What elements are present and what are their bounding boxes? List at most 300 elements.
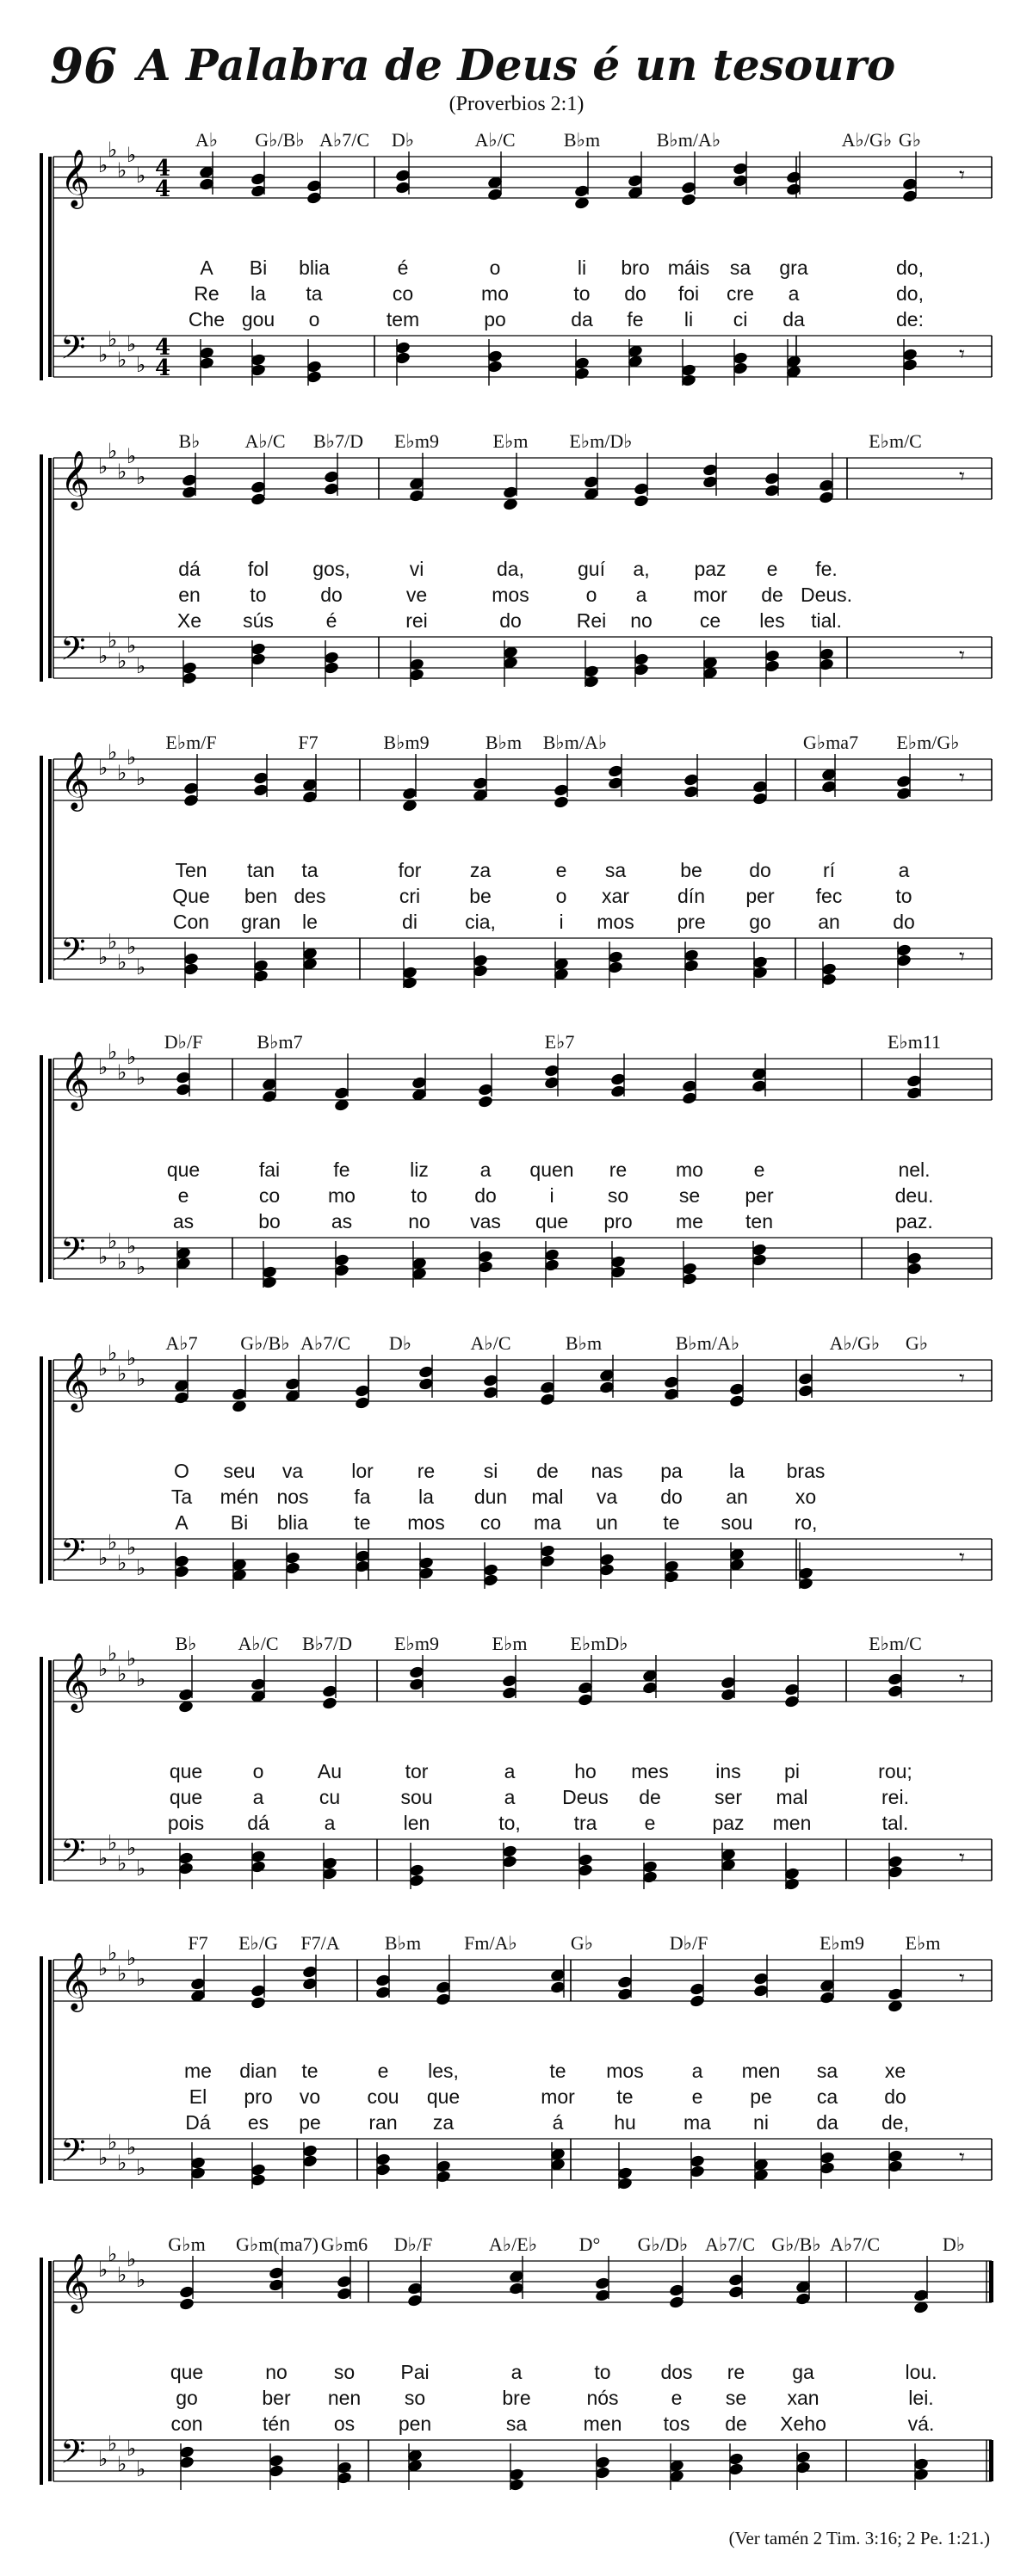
lyric-verse-2-syllable: cri [399,885,421,907]
lyric-verse-3-syllable: A [175,1511,189,1534]
lyric-verse-2-syllable: do [884,2085,906,2108]
flat-icon: ♭ [117,348,127,372]
lyric-verse-1-syllable: de [536,1460,559,1482]
lyric-verse-1-syllable: do [749,859,771,881]
chord-symbol: B♭m [565,1332,603,1354]
lyric-verse-3-syllable: men [583,2412,622,2435]
lyric-verse-2-syllable: cu [319,1786,341,1808]
bass-staff [53,1839,992,1881]
treble-staff [53,157,992,198]
lyric-verse-3-syllable: á [552,2111,564,2134]
flat-icon: ♭ [136,1856,146,1881]
lyric-verse-1-syllable: da, [497,558,524,580]
lyric-verse-2-syllable: pro [244,2085,273,2108]
lyric-verse-1-syllable: te [301,2060,319,2082]
lyric-verse-3-syllable: pre [677,911,706,933]
flat-icon: ♭ [136,353,146,377]
flat-icon: ♭ [117,1662,127,1686]
lyric-verse-3-syllable: za [432,2111,455,2134]
lyric-verse-2-syllable: o [555,885,567,907]
lyric-verse-3-syllable: me [676,1210,703,1232]
lyric-verse-1-syllable: no [265,2361,288,2383]
lyric-verse-1-syllable: men [741,2060,781,2082]
chord-symbol: E♭/G [238,1932,278,1954]
hymn-title: A Palabra de Deus é un tesouro [137,40,896,90]
chord-symbol: B♭m [485,732,523,753]
flat-icon: ♭ [108,930,118,954]
lyric-verse-2-syllable: do, [896,282,924,305]
lyric-verse-3-syllable: os [333,2412,356,2435]
lyric-verse-1-syllable: fol [247,558,269,580]
lyric-verse-2-syllable: ve [405,584,428,606]
chord-symbol: A♭/G♭ [829,1332,881,1354]
chord-symbol: G♭m [168,2233,206,2255]
chord-symbol: E♭m [905,1932,941,1954]
flat-icon: ♭ [127,1646,137,1671]
lyric-verse-1-syllable: me [184,2060,212,2082]
chord-symbol: E♭m/D♭ [569,430,633,452]
lyric-verse-3-syllable: tem [386,308,420,330]
lyric-verse-2-syllable: ben [244,885,278,907]
flat-icon: ♭ [108,740,118,764]
lyric-verse-3-syllable: paz [712,1812,745,1834]
chord-symbol: A♭7 [165,1332,198,1354]
lyric-verse-1-syllable: ins [715,1760,741,1782]
lyric-verse-1-syllable: mes [631,1760,669,1782]
lyric-verse-1-syllable: e [377,2060,389,2082]
lyric-verse-1-syllable: ta [301,859,319,881]
system-brace [41,2258,50,2485]
lyric-verse-3-syllable: co [479,1511,502,1534]
lyric-verse-2-syllable: El [189,2085,207,2108]
lyric-verse-2-syllable: pe [750,2085,772,2108]
chord-symbol: A♭/C [244,430,286,452]
lyric-verse-2-syllable: dín [677,885,705,907]
lyric-verse-1-syllable: si [483,1460,498,1482]
chord-symbol: E♭m/C [869,430,922,452]
lyric-verse-3-syllable: bo [258,1210,281,1232]
lyric-verse-3-syllable: pen [398,2412,432,2435]
lyric-verse-3-syllable: mos [407,1511,445,1534]
lyric-verse-1-syllable: sa [816,2060,838,2082]
flat-icon: ♭ [108,327,118,351]
lyric-verse-3-syllable: po [484,308,506,330]
treble-clef-icon: 𝄞 [60,751,90,809]
lyric-verse-3-syllable: no [408,1210,430,1232]
lyric-verse-2-syllable: mal [531,1486,564,1508]
flat-icon: ♭ [108,1831,118,1855]
eighth-rest-icon: 𝄾 [959,163,965,188]
chord-symbol: B♭m7 [257,1031,303,1053]
staff-system-graphic [0,1332,1033,1591]
chord-symbol: G♭/D♭ [637,2233,689,2255]
lyric-verse-3-syllable: as [331,1210,353,1232]
lyric-verse-3-syllable: go [749,911,771,933]
eighth-rest-icon: 𝄾 [959,1845,965,1871]
flat-icon: ♭ [98,1356,108,1381]
lyric-verse-2-syllable: vo [299,2085,321,2108]
chord-symbol: F7 [298,732,319,753]
lyric-verse-2-syllable: dun [473,1486,508,1508]
chord-symbol: E♭m11 [887,1031,942,1053]
footnote-reference: (Ver tamén 2 Tim. 3:16; 2 Pe. 1:21.) [728,2528,990,2548]
lyric-verse-1-syllable: máis [667,256,710,279]
flat-icon: ♭ [108,2130,118,2154]
lyric-verse-3-syllable: paz. [895,1210,933,1232]
final-bar-line [989,2261,993,2302]
lyric-verse-3-syllable: no [630,609,653,632]
flat-icon: ♭ [108,1040,118,1064]
lyric-verse-3-syllable: ci [733,308,748,330]
lyric-verse-1-syllable: bras [786,1460,826,1482]
flat-icon: ♭ [127,2437,137,2461]
lyric-verse-2-syllable: te [616,2085,634,2108]
lyric-verse-2-syllable: to [250,584,267,606]
lyric-verse-1-syllable: Bi [249,256,268,279]
lyric-verse-3-syllable: as [172,1210,195,1232]
lyric-verse-2-syllable: Deus [562,1786,609,1808]
eighth-rest-icon: 𝄾 [959,342,965,368]
lyric-verse-3-syllable: ran [368,2111,398,2134]
chord-symbol: E♭m9 [394,1633,439,1654]
chord-symbol: E♭m9 [394,430,439,452]
lyric-verse-3-syllable: di [402,911,418,933]
lyric-verse-2-syllable: nen [327,2387,362,2409]
flat-icon: ♭ [127,745,137,769]
chord-symbol: G♭ [570,1932,594,1954]
music-system [0,1932,1033,2190]
music-system [0,1633,1033,1891]
eighth-rest-icon: 𝄾 [959,765,965,791]
chord-symbol: A♭7/C [319,129,370,151]
lyric-verse-1-syllable: gra [779,256,808,279]
lyric-verse-3-syllable: tial. [811,609,842,632]
lyric-verse-1-syllable: ga [792,2361,814,2383]
lyric-verse-3-syllable: gran [240,911,281,933]
time-signature-top: 4 [155,156,171,182]
chord-symbol: A♭/C [474,129,516,151]
lyric-verse-2-syllable: mo [328,1184,356,1207]
lyric-verse-3-syllable: fe [627,308,644,330]
flat-icon: ♭ [127,1535,137,1560]
lyric-verse-2-syllable: Ta [170,1486,193,1508]
lyric-verse-3-syllable: ma [534,1511,561,1534]
staff-system-graphic [0,129,1033,387]
lyric-verse-2-syllable: cre [727,282,754,305]
flat-icon: ♭ [117,649,127,673]
system-brace [41,1055,50,1282]
lyric-verse-1-syllable: sa [604,859,627,881]
flat-icon: ♭ [117,950,127,974]
lyric-verse-2-syllable: se [678,1184,701,1207]
lyric-verse-3-syllable: tra [573,1812,597,1834]
lyric-verse-2-syllable: mor [541,2085,575,2108]
lyric-verse-2-syllable: mal [776,1786,808,1808]
flat-icon: ♭ [98,1055,108,1079]
flat-icon: ♭ [127,935,137,959]
flat-icon: ♭ [127,332,137,356]
lyric-verse-3-syllable: ten [745,1210,773,1232]
lyric-verse-1-syllable: lou. [905,2361,937,2383]
eighth-rest-icon: 𝄾 [959,643,965,669]
lyric-verse-3-syllable: i [559,911,564,933]
note-head [178,2297,195,2311]
lyric-verse-1-syllable: gos, [312,558,350,580]
lyric-verse-2-syllable: des [294,885,326,907]
flat-icon: ♭ [136,1556,146,1580]
lyric-verse-1-syllable: e [766,558,778,580]
lyric-verse-2-syllable: xar [602,885,629,907]
eighth-rest-icon: 𝄾 [959,1666,965,1692]
chord-symbol: B♭m/A♭ [542,732,608,753]
flat-icon: ♭ [117,1250,127,1274]
lyric-verse-3-syllable: Dá [185,2111,211,2134]
lyric-verse-2-syllable: mo [481,282,509,305]
flat-icon: ♭ [108,2242,118,2266]
lyric-verse-3-syllable: da [782,308,805,330]
lyric-verse-3-syllable: rei [405,609,428,632]
lyric-verse-1-syllable: pi [784,1760,800,1782]
lyric-verse-1-syllable: dos [660,2361,693,2383]
scripture-reference: (Proverbios 2:1) [448,93,585,115]
lyric-verse-1-syllable: liz [410,1158,429,1181]
flat-icon: ♭ [136,1967,146,1991]
chord-symbol: G♭/B♭ [255,129,305,151]
lyric-verse-1-syllable: bro [621,256,650,279]
flat-icon: ♭ [127,1234,137,1258]
flat-icon: ♭ [136,2268,146,2292]
lyric-verse-1-syllable: les, [428,2060,459,2082]
lyric-verse-1-syllable: a [504,1760,516,1782]
treble-clef-icon: 𝄞 [60,449,90,508]
lyric-verse-3-syllable: Che [188,308,226,330]
bass-clef-icon: 𝄢 [60,2432,86,2479]
lyric-verse-3-syllable: te [663,1511,680,1534]
lyric-verse-3-syllable: Xe [176,609,202,632]
lyric-verse-2-syllable: nós [586,2387,619,2409]
note-head [633,494,649,508]
lyric-verse-2-syllable: so [404,2387,426,2409]
lyric-verse-1-syllable: a [898,859,910,881]
chord-symbol: G♭ [905,1332,929,1354]
chord-symbol: E♭m/C [869,1633,922,1654]
flat-icon: ♭ [136,955,146,979]
lyric-verse-2-syllable: la [251,282,266,305]
lyric-verse-3-syllable: blia [277,1511,308,1534]
lyric-verse-3-syllable: e [644,1812,656,1834]
flat-icon: ♭ [98,343,108,367]
bass-clef-icon: 𝄢 [60,930,86,977]
lyric-verse-3-syllable: pois [167,1812,205,1834]
lyric-verse-1-syllable: dian [239,2060,277,2082]
flat-icon: ♭ [127,1346,137,1370]
note-head [680,193,696,207]
music-system [0,732,1033,990]
lyric-verse-3-syllable: tos [663,2412,690,2435]
flat-icon: ♭ [136,1367,146,1391]
lyric-verse-2-syllable: ser [714,1786,742,1808]
lyric-verse-2-syllable: fa [354,1486,371,1508]
lyric-verse-2-syllable: do [474,1184,497,1207]
lyric-verse-3-syllable: Rei [576,609,607,632]
hymn-number: 96 [50,38,117,95]
lyric-verse-3-syllable: un [596,1511,618,1534]
lyric-verse-3-syllable: o [308,308,320,330]
chord-symbol: G♭ [898,129,922,151]
lyric-verse-2-syllable: mor [693,584,727,606]
lyric-verse-1-syllable: a [510,2361,523,2383]
note-head [321,1696,337,1710]
chord-symbol: A♭/C [238,1633,279,1654]
lyric-verse-2-syllable: Que [172,885,210,907]
staff-system-graphic [0,1932,1033,2190]
lyric-verse-1-syllable: so [333,2361,356,2383]
bass-clef-icon: 𝄢 [60,1832,86,1878]
lyric-verse-1-syllable: do, [896,256,924,279]
lyric-verse-3-syllable: da [816,2111,838,2134]
lyric-verse-3-syllable: a [324,1812,336,1834]
bass-staff [53,1539,992,1580]
lyric-verse-1-syllable: fe. [815,558,838,580]
flat-icon: ♭ [127,2135,137,2159]
flat-icon: ♭ [136,164,146,188]
lyric-verse-1-syllable: guí [578,558,605,580]
flat-icon: ♭ [136,2156,146,2180]
system-brace [41,1356,50,1584]
chord-symbol: D♭/F [669,1932,708,1954]
flat-icon: ♭ [108,1341,118,1365]
flat-icon: ♭ [98,1956,108,1980]
chord-symbol: G♭m(ma7) [236,2233,319,2255]
chord-symbol: A♭7/C [829,2233,881,2255]
system-brace [41,454,50,682]
lyric-verse-2-syllable: ca [816,2085,838,2108]
flat-icon: ♭ [108,2431,118,2456]
lyric-verse-2-syllable: que [169,1786,203,1808]
lyric-verse-1-syllable: o [489,256,501,279]
lyric-verse-3-syllable: cia, [465,911,496,933]
lyric-verse-1-syllable: Ten [175,859,207,881]
lyric-verse-3-syllable: les [759,609,785,632]
flat-icon: ♭ [98,2258,108,2282]
chord-symbol: E♭7 [544,1031,575,1053]
lyric-verse-1-syllable: rou; [878,1760,912,1782]
flat-icon: ♭ [136,465,146,489]
lyric-verse-1-syllable: za [469,859,492,881]
lyric-verse-3-syllable: hu [614,2111,636,2134]
music-system [0,2233,1033,2492]
bass-clef-icon: 𝄢 [60,1230,86,1276]
flat-icon: ♭ [108,1941,118,1965]
flat-icon: ♭ [98,454,108,479]
lyric-verse-2-syllable: que [426,2085,461,2108]
lyric-verse-2-syllable: fec [815,885,843,907]
system-brace [41,756,50,983]
lyric-verse-1-syllable: re [727,2361,745,2383]
staff-system-graphic [0,1031,1033,1289]
flat-icon: ♭ [117,1961,127,1986]
lyric-verse-1-syllable: é [397,256,409,279]
lyric-verse-3-syllable: que [535,1210,569,1232]
lyric-verse-1-syllable: blia [299,256,330,279]
chord-symbol: E♭m9 [820,1932,864,1954]
lyric-verse-1-syllable: Pai [400,2361,430,2383]
lyric-verse-2-syllable: per [745,885,775,907]
chord-symbol: A♭ [195,129,219,151]
flat-icon: ♭ [117,1851,127,1875]
flat-icon: ♭ [108,439,118,463]
chord-symbol: E♭m [492,1633,528,1654]
lyric-verse-1-syllable: ho [574,1760,597,1782]
lyric-verse-1-syllable: tor [405,1760,429,1782]
chord-symbol: G♭/B♭ [240,1332,290,1354]
lyric-verse-2-syllable: a [635,584,647,606]
lyric-verse-3-syllable: Con [172,911,210,933]
treble-clef-icon: 𝄞 [60,1652,90,1710]
treble-staff [53,1660,992,1702]
lyric-verse-3-syllable: len [403,1812,430,1834]
chord-symbol: A♭/E♭ [488,2233,538,2255]
lyric-verse-1-syllable: for [398,859,422,881]
lyric-verse-2-syllable: i [549,1184,554,1207]
lyric-verse-2-syllable: o [585,584,597,606]
flat-icon: ♭ [108,1229,118,1253]
lyric-verse-2-syllable: nos [276,1486,309,1508]
lyric-verse-1-syllable: que [170,2361,204,2383]
lyric-verse-2-syllable: a [788,282,800,305]
note-head [477,1095,493,1109]
lyric-verse-1-syllable: xe [884,2060,906,2082]
eighth-rest-icon: 𝄾 [959,464,965,490]
lyric-verse-2-syllable: to [411,1184,428,1207]
lyric-verse-2-syllable: sou [400,1786,433,1808]
treble-staff [53,759,992,800]
lyric-verse-2-syllable: ta [306,282,323,305]
flat-icon: ♭ [127,1946,137,1970]
lyric-verse-2-syllable: la [418,1486,434,1508]
flat-icon: ♭ [108,628,118,652]
lyric-verse-3-syllable: sou [721,1511,753,1534]
lyric-verse-2-syllable: e [691,2085,703,2108]
flat-icon: ♭ [127,633,137,658]
flat-icon: ♭ [98,1846,108,1870]
lyric-verse-1-syllable: rí [822,859,836,881]
flat-icon: ♭ [136,654,146,678]
lyric-verse-3-syllable: do [893,911,915,933]
treble-clef-icon: 𝄞 [60,148,90,207]
treble-staff [53,1360,992,1401]
lyric-verse-3-syllable: es [247,2111,269,2134]
chord-symbol: B♭m/A♭ [675,1332,740,1354]
lyric-verse-3-syllable: de, [881,2111,909,2134]
flat-icon: ♭ [98,1245,108,1269]
treble-clef-icon: 𝄞 [60,1351,90,1410]
lyric-verse-3-syllable: le [302,911,318,933]
chord-symbol: D♭ [391,129,415,151]
lyric-verse-1-syllable: O [174,1460,189,1482]
lyric-verse-2-syllable: Deus. [800,584,853,606]
lyric-verse-1-syllable: e [555,859,567,881]
lyric-verse-2-syllable: e [671,2387,683,2409]
chord-symbol: D♭/F [164,1031,203,1053]
bass-clef-icon: 𝄢 [60,328,86,374]
lyric-verse-2-syllable: co [258,1184,281,1207]
chord-symbol: F7/A [300,1932,340,1954]
lyric-verse-3-syllable: de [725,2412,747,2435]
flat-icon: ♭ [98,1657,108,1681]
lyric-verse-3-syllable: con [170,2412,203,2435]
lyric-verse-3-syllable: te [354,1511,371,1534]
